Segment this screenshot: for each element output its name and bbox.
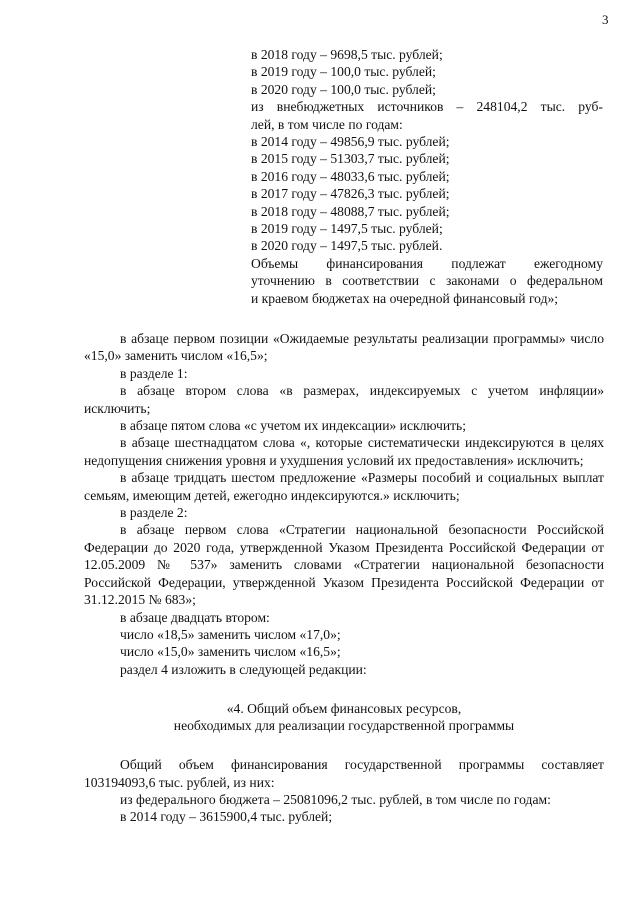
paragraph: в абзаце первом слова «Стратегии национальной безопасности Российской Федерации до 2020 года, утвержденной Указом Президента Российской Федерации от 12.05.2009 № 537» заменить словами «Стратегии национальной безопасности Российской Федерации, утвержденной Указом Президента Российской Федерации от 31.12.2015 № 683»;: [84, 522, 604, 608]
volumes-note-line: уточнению в соответствии с законами о федеральном: [251, 273, 603, 289]
paragraph: раздел 4 изложить в следующей редакции:: [120, 661, 367, 677]
year-line: в 2020 году – 100,0 тыс. рублей;: [251, 81, 436, 97]
section-heading-line: «4. Общий объем финансовых ресурсов,: [226, 701, 462, 717]
paragraph: в разделе 1:: [120, 365, 188, 381]
year-line: в 2019 году – 100,0 тыс. рублей;: [251, 64, 436, 80]
extra-budget-line: из внебюджетных источников – 248104,2 тыс. руб-: [251, 99, 603, 115]
section-heading: [84, 700, 604, 734]
year-line: в 2014 году – 49856,9 тыс. рублей;: [251, 134, 450, 150]
section-heading-line: необходимых для реализации государственной программы: [173, 718, 515, 734]
document-body: [84, 330, 604, 826]
year-line: в 2016 году – 48033,6 тыс. рублей;: [251, 168, 450, 184]
paragraph: в абзаце пятом слова «с учетом их индексации» исключить;: [120, 418, 467, 434]
year-line: в 2018 году – 9698,5 тыс. рублей;: [251, 47, 443, 62]
page-number: 3: [602, 12, 609, 27]
paragraph: число «15,0» заменить числом «16,5»;: [120, 644, 341, 660]
funding-by-year-column: [251, 46, 603, 307]
paragraph: число «18,5» заменить числом «17,0»;: [120, 626, 341, 642]
year-line: в 2015 году – 51303,7 тыс. рублей;: [251, 151, 450, 167]
paragraph: из федерального бюджета – 25081096,2 тыс. рублей, в том числе по годам:: [120, 791, 551, 807]
volumes-note-line: Объемы финансирования подлежат ежегодному: [251, 255, 603, 271]
year-line: в 2019 году – 1497,5 тыс. рублей;: [251, 221, 443, 237]
paragraph: в абзаце тридцать шестом предложение «Размеры пособий и социальных выплат семьям, имеющим детей, ежегодно индексируются.» исключить;: [84, 470, 604, 503]
paragraph: в абзаце первом позиции «Ожидаемые результаты реализации программы» число «15,0» заменить числом «16,5»;: [84, 331, 604, 364]
paragraph: в разделе 2:: [120, 505, 188, 521]
paragraph: в абзаце втором слова «в размерах, индексируемых с учетом инфляции» исключить;: [84, 383, 604, 416]
year-line: в 2020 году – 1497,5 тыс. рублей.: [251, 238, 443, 254]
volumes-note-line: и краевом бюджетах на очередной финансовый год»;: [251, 290, 559, 306]
paragraph: в абзаце двадцать втором:: [120, 609, 270, 625]
paragraph: в абзаце шестнадцатом слова «, которые систематически индексируются в целях недопущения снижения уровня и ухудшения условий их предоставления» исключить;: [84, 435, 604, 468]
year-line: в 2018 году – 48088,7 тыс. рублей;: [251, 203, 450, 219]
year-line: в 2017 году – 47826,3 тыс. рублей;: [251, 186, 450, 202]
paragraph: Общий объем финансирования государственной программы составляет 103194093,6 тыс. рублей, из них:: [84, 757, 604, 790]
extra-budget-line: лей, в том числе по годам:: [251, 116, 403, 132]
paragraph: в 2014 году – 3615900,4 тыс. рублей;: [120, 809, 333, 825]
